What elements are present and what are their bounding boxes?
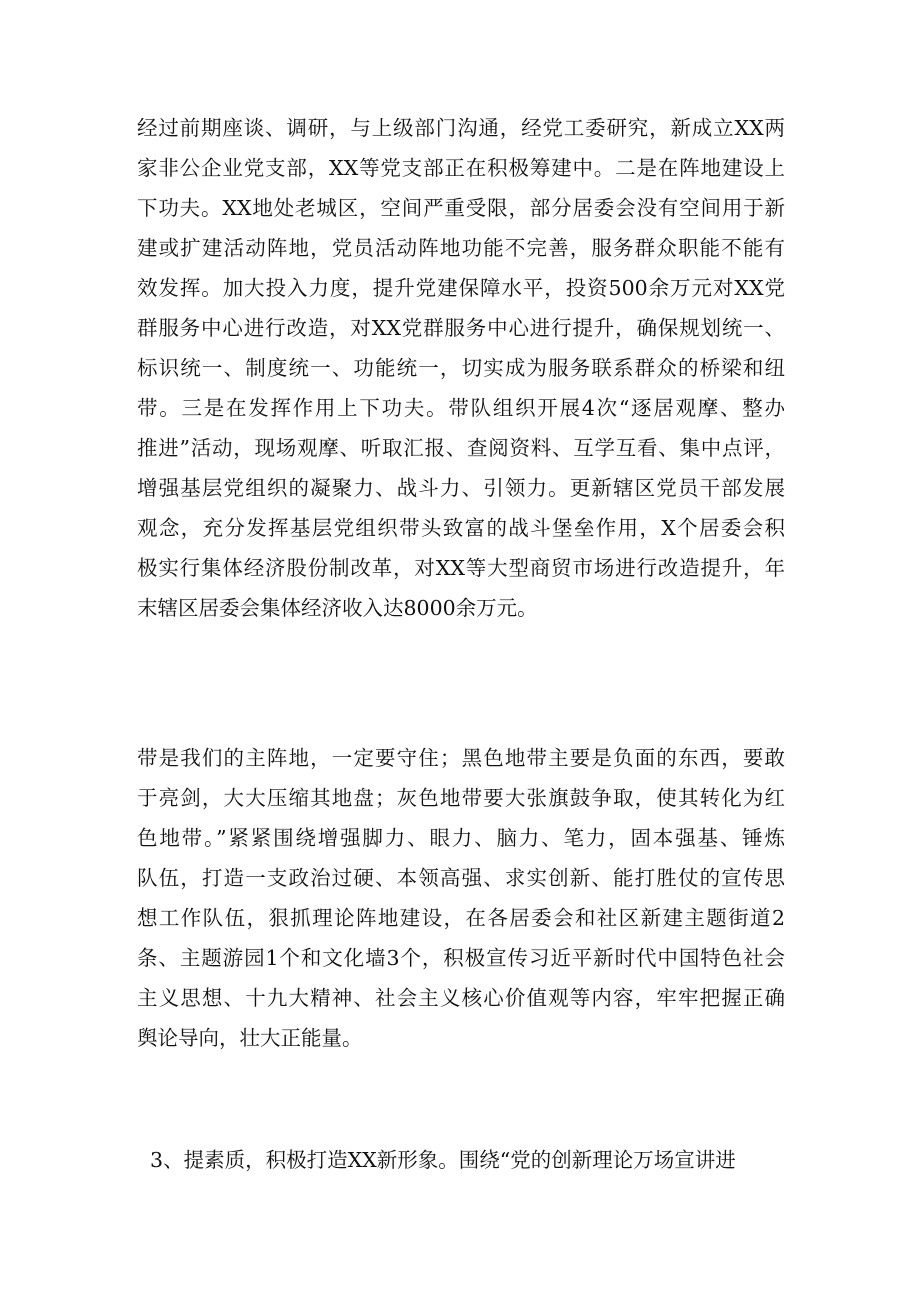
text-line: 带。三是在发挥作用上下功夫。带队组织开展4次“逐居观摩、整办 [137, 396, 785, 420]
text-line: 舆论导向，壮大正能量。 [137, 1026, 363, 1050]
text-line: 增强基层党组织的凝聚力、战斗力、引领力。更新辖区党员干部发展 [137, 476, 785, 500]
text-line: 色地带。”紧紧围绕增强脚力、眼力、脑力、笔力，固本强基、锤炼 [137, 826, 785, 850]
text-line: 建或扩建活动阵地，党员活动阵地功能不完善，服务群众职能不能有 [137, 236, 785, 260]
paragraph-2 [137, 738, 785, 1058]
paragraph-1 [137, 108, 785, 628]
text-line: 观念，充分发挥基层党组织带头致富的战斗堡垒作用，X个居委会积 [137, 516, 785, 540]
text-line: 队伍，打造一支政治过硬、本领高强、求实创新、能打胜仗的宣传思 [137, 866, 785, 890]
text-line: 末辖区居委会集体经济收入达8000余万元。 [137, 596, 538, 620]
paragraph-3 [137, 1140, 785, 1180]
text-line: 带是我们的主阵地，一定要守住；黑色地带主要是负面的东西，要敢 [137, 746, 785, 770]
text-line: 下功夫。XX地处老城区，空间严重受限，部分居委会没有空间用于新 [137, 196, 785, 220]
text-line: 标识统一、制度统一、功能统一，切实成为服务联系群众的桥梁和纽 [137, 356, 785, 380]
text-line: 条、主题游园1个和文化墙3个，积极宣传习近平新时代中国特色社会 [137, 946, 785, 970]
text-line: 经过前期座谈、调研，与上级部门沟通，经党工委研究，新成立XX两 [137, 116, 785, 140]
text-line: 家非公企业党支部，XX等党支部正在积极筹建中。二是在阵地建设上 [137, 156, 785, 180]
text-line: 主义思想、十九大精神、社会主义核心价值观等内容，牢牢把握正确 [137, 986, 785, 1010]
text-line: 想工作队伍，狠抓理论阵地建设，在各居委会和社区新建主题街道2 [137, 906, 785, 930]
text-line: 群服务中心进行改造，对XX党群服务中心进行提升，确保规划统一、 [137, 316, 785, 340]
text-line: 效发挥。加大投入力度，提升党建保障水平，投资500余万元对XX党 [137, 276, 785, 300]
text-line: 3、提素质，积极打造XX新形象。围绕“党的创新理论万场宣讲进 [137, 1148, 736, 1172]
text-line: 极实行集体经济股份制改革，对XX等大型商贸市场进行改造提升，年 [137, 556, 785, 580]
text-line: 推进”活动，现场观摩、听取汇报、查阅资料、互学互看、集中点评， [137, 436, 785, 460]
text-line: 于亮剑，大大压缩其地盘；灰色地带要大张旗鼓争取，使其转化为红 [137, 786, 785, 810]
